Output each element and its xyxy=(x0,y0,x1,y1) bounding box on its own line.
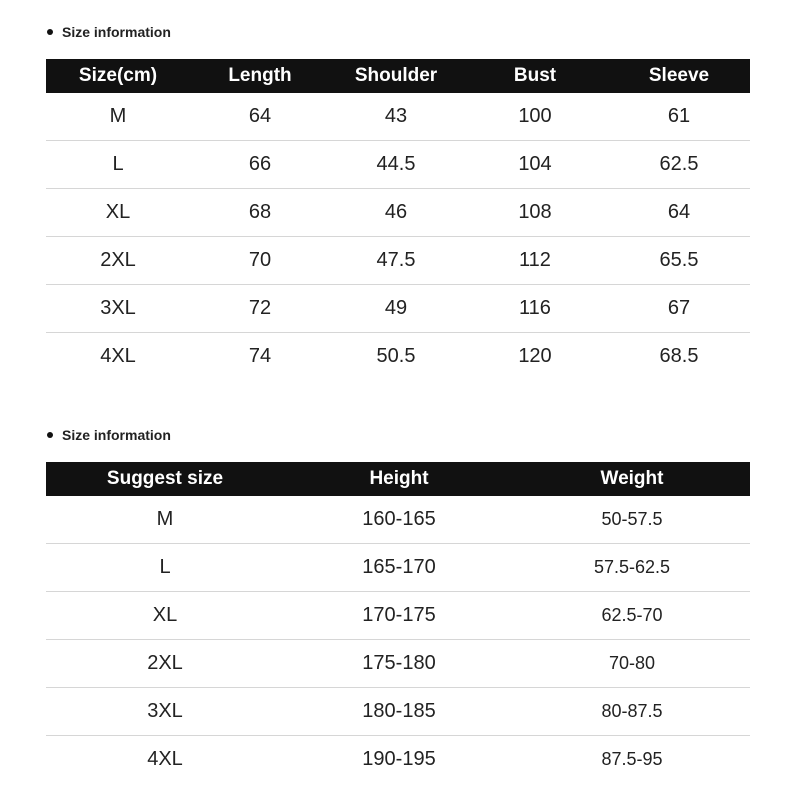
table-row xyxy=(46,496,750,544)
table-row xyxy=(46,592,750,640)
section-heading xyxy=(46,22,750,42)
cell-sleeve: 62.5 xyxy=(608,141,750,189)
cell-length: 68 xyxy=(190,189,330,237)
section-heading xyxy=(46,425,750,445)
cell-shoulder: 46 xyxy=(330,189,462,237)
cell-shoulder: 44.5 xyxy=(330,141,462,189)
cell-shoulder: 50.5 xyxy=(376,345,416,367)
cell-sleeve: 65.5 xyxy=(608,237,750,285)
cell-bust: 112 xyxy=(462,237,608,285)
cell-height: 165-170 xyxy=(284,544,514,592)
cell-sleeve: 64 xyxy=(608,189,750,237)
cell-height: 190-195 xyxy=(362,748,436,770)
cell-size: M xyxy=(46,93,190,141)
cell-size: 2XL xyxy=(46,237,190,285)
cell-size: L xyxy=(46,544,284,592)
suggest-size-table xyxy=(46,462,750,783)
table-row xyxy=(46,141,750,189)
cell-shoulder: 47.5 xyxy=(330,237,462,285)
cell-bust: 108 xyxy=(462,189,608,237)
table-row xyxy=(46,93,750,141)
cell-weight: 62.5-70 xyxy=(514,592,750,640)
table-row xyxy=(46,736,750,784)
cell-height: 175-180 xyxy=(284,640,514,688)
cell-bust: 104 xyxy=(462,141,608,189)
cell-length: 70 xyxy=(190,237,330,285)
cell-size: 3XL xyxy=(46,688,284,736)
cell-weight: 80-87.5 xyxy=(514,688,750,736)
header-weight: Weight xyxy=(600,468,664,489)
bullet-icon xyxy=(47,432,53,438)
table-header-row xyxy=(46,462,750,496)
cell-bust: 116 xyxy=(462,285,608,333)
cell-length: 64 xyxy=(190,93,330,141)
cell-weight: 50-57.5 xyxy=(514,496,750,544)
table-header-row xyxy=(46,59,750,93)
header-shoulder: Shoulder xyxy=(354,65,438,86)
table-row xyxy=(46,688,750,736)
header-height: Height xyxy=(369,468,429,489)
section-heading-text: Size information xyxy=(62,427,171,443)
header-bust: Bust xyxy=(513,65,557,86)
cell-sleeve: 61 xyxy=(608,93,750,141)
cell-bust: 120 xyxy=(518,345,552,367)
cell-size: L xyxy=(46,141,190,189)
header-sleeve: Sleeve xyxy=(648,65,710,86)
cell-bust: 100 xyxy=(462,93,608,141)
section-heading-text: Size information xyxy=(62,24,171,40)
table-row xyxy=(46,285,750,333)
table-row xyxy=(46,189,750,237)
cell-weight: 87.5-95 xyxy=(601,749,663,769)
cell-size: XL xyxy=(46,592,284,640)
cell-shoulder: 49 xyxy=(330,285,462,333)
cell-size: 3XL xyxy=(46,285,190,333)
table-row xyxy=(46,544,750,592)
size-information-section xyxy=(46,22,750,380)
cell-weight: 57.5-62.5 xyxy=(514,544,750,592)
cell-size: 4XL xyxy=(147,748,183,770)
table-row xyxy=(46,333,750,381)
cell-length: 66 xyxy=(190,141,330,189)
cell-size: M xyxy=(46,496,284,544)
cell-length: 72 xyxy=(190,285,330,333)
size-measurement-table xyxy=(46,59,750,380)
bullet-icon xyxy=(47,29,53,35)
cell-size: XL xyxy=(46,189,190,237)
suggest-size-section xyxy=(46,425,750,783)
cell-size: 2XL xyxy=(46,640,284,688)
cell-size: 4XL xyxy=(100,345,136,367)
cell-weight: 70-80 xyxy=(514,640,750,688)
header-size: Size(cm) xyxy=(78,65,158,86)
cell-shoulder: 43 xyxy=(330,93,462,141)
cell-length: 74 xyxy=(248,345,272,367)
cell-height: 180-185 xyxy=(284,688,514,736)
cell-height: 160-165 xyxy=(284,496,514,544)
cell-sleeve: 67 xyxy=(608,285,750,333)
cell-height: 170-175 xyxy=(284,592,514,640)
table-row xyxy=(46,640,750,688)
table-row xyxy=(46,237,750,285)
cell-sleeve: 68.5 xyxy=(659,345,699,367)
header-length: Length xyxy=(228,65,292,86)
header-suggest-size: Suggest size xyxy=(106,468,224,489)
